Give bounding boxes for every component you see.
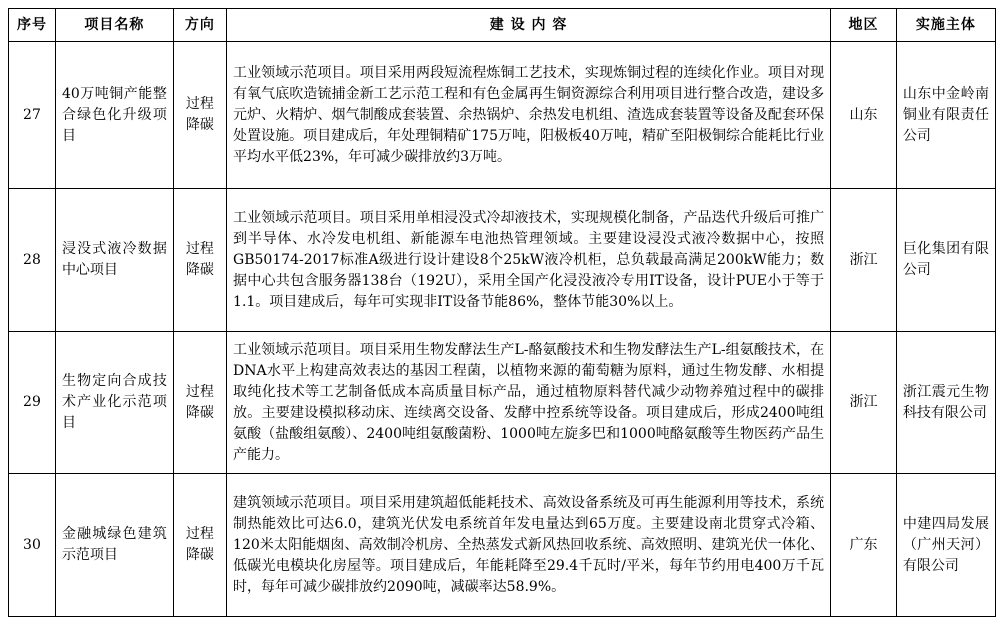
table-row — [9, 332, 996, 474]
header-no: 序号 — [9, 9, 56, 42]
row-org: 浙江震元生物科技有限公司 — [896, 332, 995, 474]
project-table — [8, 8, 996, 617]
table-row — [9, 189, 996, 332]
header-direction: 方向 — [173, 9, 226, 42]
row-no: 28 — [9, 189, 56, 332]
row-name: 40万吨铜产能整合绿色化升级项目 — [55, 42, 173, 189]
header-region: 地区 — [831, 9, 897, 42]
row-no: 29 — [9, 332, 56, 474]
table-row — [9, 42, 996, 189]
header-row — [9, 9, 996, 42]
table-row — [9, 474, 996, 617]
row-name: 生物定向合成技术产业化示范项目 — [55, 332, 173, 474]
row-no: 30 — [9, 474, 56, 617]
row-direction: 过程降碳 — [173, 189, 226, 332]
row-direction: 过程降碳 — [173, 42, 226, 189]
row-org: 巨化集团有限公司 — [896, 189, 995, 332]
row-no: 27 — [9, 42, 56, 189]
row-content: 工业领域示范项目。项目采用单相浸没式冷却液技术，实现规模化制备，产品迭代升级后可推广到半导体、水冷发电机组、新能源车电池热管理领域。主要建设浸没式液冷数据中心，按照GB50174-2017标准A级进行设计建设8个25kW液冷机柜，总负载最高满足200kW能力；数据中心共包含服务器138台（192U），采用全国产化浸没液冷专用IT设备，设计PUE小于等于1.1。项目建成后，每年可实现非IT设备节能86%，整体节能30%以上。 — [227, 189, 831, 332]
header-name: 项目名称 — [55, 9, 173, 42]
row-region: 浙江 — [831, 189, 897, 332]
row-region: 浙江 — [831, 332, 897, 474]
row-region: 山东 — [831, 42, 897, 189]
row-region: 广东 — [831, 474, 897, 617]
row-org: 中建四局发展（广州天河）有限公司 — [896, 474, 995, 617]
header-org: 实施主体 — [896, 9, 995, 42]
row-direction: 过程降碳 — [173, 474, 226, 617]
row-org: 山东中金岭南铜业有限责任公司 — [896, 42, 995, 189]
row-content: 工业领域示范项目。项目采用生物发酵法生产L-酪氨酸技术和生物发酵法生产L-组氨酸技术，在DNA水平上构建高效表达的基因工程菌，以植物来源的葡萄糖为原料，通过生物发酵、水相提取纯化技术等工艺制备低成本高质量目标产品，通过植物原料替代减少动物养殖过程中的碳排放。主要建设模拟移动床、连续离交设备、发酵中控系统等设备。项目建成后，形成2400吨组氨酸（盐酸组氨酸）、2400吨组氨酸菌粉、1000吨左旋多巴和1000吨酪氨酸等生物医药产品生产能力。 — [227, 332, 831, 474]
row-direction: 过程降碳 — [173, 332, 226, 474]
row-content: 工业领域示范项目。项目采用两段短流程炼铜工艺技术，实现炼铜过程的连续化作业。项目对现有氧气底吹造锍捕金新工艺示范工程和有色金属再生铜资源综合利用项目进行整合改造，建设多元炉、火精炉、烟气制酸成套装置、余热锅炉、余热发电机组、渣选成套装置等设备及配套环保处置设施。项目建成后，年处理铜精矿175万吨，阳极板40万吨，精矿至阳极铜综合能耗比行业平均水平低23%，年可减少碳排放约3万吨。 — [227, 42, 831, 189]
row-name: 浸没式液冷数据中心项目 — [55, 189, 173, 332]
row-name: 金融城绿色建筑示范项目 — [55, 474, 173, 617]
header-content: 建 设 内 容 — [227, 9, 831, 42]
row-content: 建筑领域示范项目。项目采用建筑超低能耗技术、高效设备系统及可再生能源利用等技术，系统制热能效比可达6.0，建筑光伏发电系统首年发电量达到65万度。主要建设南北贯穿式冷箱、120米太阳能烟囱、高效制冷机房、全热蒸发式新风热回收系统、高效照明、建筑光伏一体化、低碳光电模块化房屋等。项目建成后，年能耗降至29.4千瓦时/平米，每年节约用电400万千瓦时，每年可减少碳排放约2090吨，减碳率达58.9%。 — [227, 474, 831, 617]
